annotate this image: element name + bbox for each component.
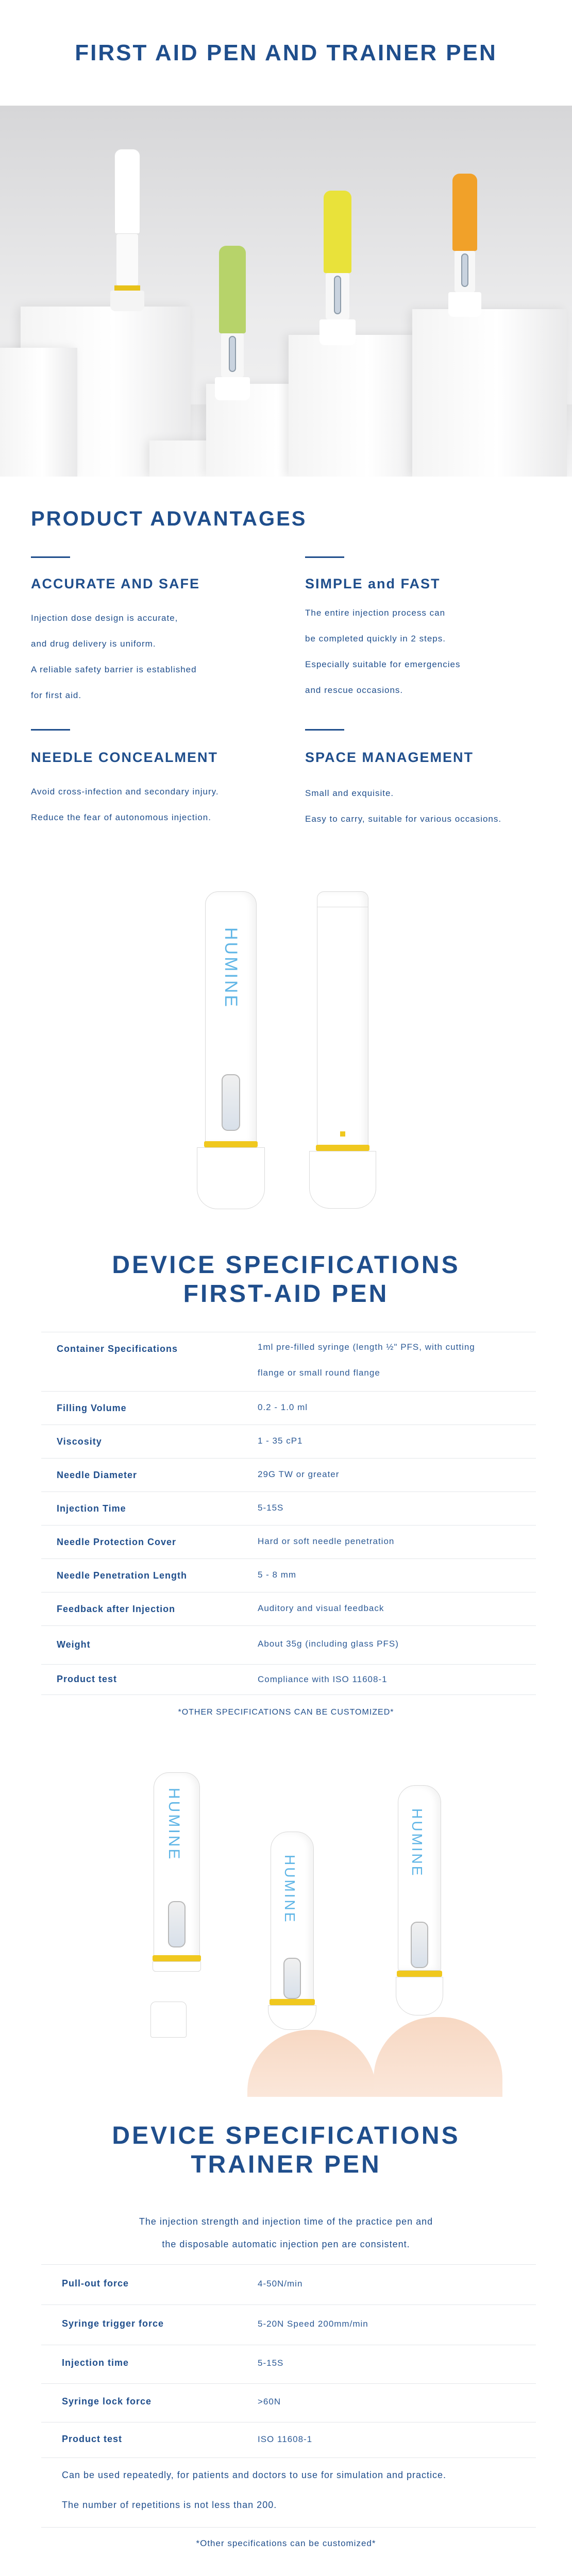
yellow-band bbox=[316, 1145, 369, 1151]
spec-value: 5-15S bbox=[258, 2358, 284, 2368]
yellow-band bbox=[204, 1141, 258, 1147]
trainer-spec-title bbox=[0, 2122, 572, 2179]
spec-value: About 35g (including glass PFS) bbox=[258, 1639, 399, 1649]
page-title: FIRST AID PEN AND TRAINER PEN bbox=[75, 40, 497, 65]
spec-key: Needle Protection Cover bbox=[57, 1537, 177, 1547]
advantage-heading: SPACE MANAGEMENT bbox=[305, 750, 474, 765]
spec-key: Injection time bbox=[62, 2358, 129, 2368]
spec-key: Product test bbox=[62, 2434, 123, 2444]
pen-body bbox=[317, 891, 368, 1149]
advantage-line: Easy to carry, suitable for various occasions. bbox=[305, 814, 502, 824]
hero-product-image bbox=[0, 106, 572, 477]
customization-note: *OTHER SPECIFICATIONS CAN BE CUSTOMIZED* bbox=[178, 1708, 394, 1717]
status-indicator bbox=[340, 1131, 345, 1137]
spec-value: 5-15S bbox=[258, 1503, 284, 1513]
spec-title-line: DEVICE SPECIFICATIONS bbox=[112, 2122, 460, 2149]
table-row bbox=[41, 1458, 536, 1492]
table-row bbox=[41, 2304, 536, 2345]
table-row bbox=[41, 1492, 536, 1525]
inspection-window bbox=[222, 1074, 240, 1131]
divider-line bbox=[41, 2527, 536, 2528]
intro-line: The injection strength and injection time of the practice pen and bbox=[139, 2216, 433, 2227]
table-row bbox=[41, 1525, 536, 1558]
spec-title-line: TRAINER PEN bbox=[191, 2151, 381, 2178]
yellow-auto-injector bbox=[324, 191, 351, 345]
advantages-title: PRODUCT ADVANTAGES bbox=[31, 507, 307, 530]
advantage-line: The entire injection process can bbox=[305, 608, 446, 618]
spec-key: Viscosity bbox=[57, 1436, 102, 1447]
injection-site-skin bbox=[247, 2030, 376, 2097]
advantage-text bbox=[305, 600, 460, 703]
spec-key: Needle Penetration Length bbox=[57, 1570, 188, 1581]
spec-value: 1 - 35 cP1 bbox=[258, 1436, 303, 1446]
advantage-text bbox=[31, 605, 197, 708]
advantage-line: Small and exquisite. bbox=[305, 788, 394, 798]
inspection-window bbox=[411, 1922, 428, 1968]
spec-title-line: DEVICE SPECIFICATIONS bbox=[112, 1251, 460, 1279]
first-aid-spec-title bbox=[0, 1251, 572, 1309]
display-pedestal bbox=[0, 348, 77, 477]
outro-line: The number of repetitions is not less than 200. bbox=[62, 2500, 277, 2510]
divider-rule bbox=[31, 729, 70, 731]
display-pedestal bbox=[412, 309, 567, 477]
white-auto-injector bbox=[114, 149, 140, 311]
advantage-text bbox=[31, 779, 219, 831]
intro-line: the disposable automatic injection pen are consistent. bbox=[162, 2239, 410, 2249]
table-row bbox=[41, 1625, 536, 1664]
spec-value: 0.2 - 1.0 ml bbox=[258, 1402, 308, 1412]
pen-base bbox=[309, 1151, 376, 1209]
yellow-band bbox=[153, 1955, 201, 1961]
table-row bbox=[41, 1425, 536, 1458]
divider-rule bbox=[305, 556, 344, 558]
spec-title-line: FIRST-AID PEN bbox=[183, 1280, 389, 1308]
spec-value: Hard or soft needle penetration bbox=[258, 1536, 395, 1546]
spec-key: Needle Diameter bbox=[57, 1470, 138, 1480]
inspection-window bbox=[168, 1901, 186, 1947]
spec-value bbox=[258, 1334, 475, 1386]
advantage-heading: SIMPLE and FAST bbox=[305, 576, 441, 591]
spec-value: Auditory and visual feedback bbox=[258, 1603, 384, 1613]
brand-logo: HUMINE bbox=[282, 1855, 298, 1924]
spec-key: Product test bbox=[57, 1674, 117, 1684]
advantage-text bbox=[305, 781, 501, 832]
advantage-line: and drug delivery is uniform. bbox=[31, 639, 156, 649]
pen-base bbox=[396, 1977, 443, 2015]
advantage-heading: ACCURATE AND SAFE bbox=[31, 576, 200, 591]
advantage-line: A reliable safety barrier is established bbox=[31, 665, 197, 674]
spec-value: 4-50N/min bbox=[258, 2279, 303, 2289]
spec-value: 5-20N Speed 200mm/min bbox=[258, 2319, 368, 2329]
spec-key: Filling Volume bbox=[57, 1403, 127, 1413]
advantage-line: Reduce the fear of autonomous injection. bbox=[31, 812, 211, 822]
inspection-window bbox=[283, 1958, 301, 1999]
advantage-line: be completed quickly in 2 steps. bbox=[305, 634, 446, 643]
divider-rule bbox=[31, 556, 70, 558]
yellow-band bbox=[397, 1971, 442, 1977]
advantage-line: Injection dose design is accurate, bbox=[31, 613, 178, 623]
yellow-band bbox=[270, 1999, 315, 2005]
trainer-outro bbox=[62, 2460, 526, 2520]
table-row bbox=[41, 1664, 536, 1695]
table-row bbox=[41, 1558, 536, 1592]
spec-key: Container Specifications bbox=[57, 1344, 178, 1354]
spec-value: Compliance with ISO 11608-1 bbox=[258, 1674, 388, 1684]
advantage-line: and rescue occasions. bbox=[305, 685, 403, 695]
advantage-line: Avoid cross-infection and secondary injury. bbox=[31, 787, 219, 796]
table-row bbox=[41, 2383, 536, 2422]
table-row bbox=[41, 2422, 536, 2458]
spec-key: Syringe trigger force bbox=[62, 2318, 164, 2329]
pen-base bbox=[153, 1961, 201, 1972]
advantage-heading: NEEDLE CONCEALMENT bbox=[31, 750, 218, 765]
spec-value-line: flange or small round flange bbox=[258, 1368, 380, 1378]
spec-value: >60N bbox=[258, 2397, 281, 2406]
brand-logo: HUMINE bbox=[221, 927, 241, 1009]
table-row bbox=[41, 1592, 536, 1625]
spec-key: Syringe lock force bbox=[62, 2396, 152, 2406]
display-pedestal bbox=[289, 335, 433, 477]
advantage-line: Especially suitable for emergencies bbox=[305, 659, 461, 669]
spec-value: 29G TW or greater bbox=[258, 1469, 340, 1479]
table-row bbox=[41, 2345, 536, 2383]
spec-value-line: 1ml pre-filled syringe (length ½" PFS, with cutting bbox=[258, 1342, 475, 1352]
table-row bbox=[41, 2264, 536, 2304]
orange-auto-injector bbox=[452, 174, 477, 317]
spec-key: Feedback after Injection bbox=[57, 1604, 176, 1614]
injection-site-skin bbox=[374, 2017, 502, 2097]
pen-base bbox=[197, 1147, 265, 1209]
spec-key: Weight bbox=[57, 1639, 91, 1650]
brand-logo: HUMINE bbox=[165, 1788, 182, 1861]
spec-value: 5 - 8 mm bbox=[258, 1570, 297, 1580]
green-auto-injector bbox=[219, 246, 246, 400]
table-row bbox=[41, 1391, 536, 1425]
trainer-intro bbox=[0, 2210, 572, 2256]
table-row bbox=[41, 1332, 536, 1391]
spec-value: ISO 11608-1 bbox=[258, 2434, 313, 2444]
divider-rule bbox=[305, 729, 344, 731]
spec-key: Injection Time bbox=[57, 1503, 126, 1514]
pen-base bbox=[268, 2005, 316, 2030]
spec-key: Pull-out force bbox=[62, 2278, 129, 2289]
advantage-line: for first aid. bbox=[31, 690, 82, 700]
outro-line: Can be used repeatedly, for patients and doctors to use for simulation and practice. bbox=[62, 2470, 447, 2480]
brand-logo: HUMINE bbox=[409, 1808, 425, 1878]
removed-cap bbox=[150, 2002, 187, 2038]
customization-note: *Other specifications can be customized* bbox=[196, 2538, 376, 2548]
